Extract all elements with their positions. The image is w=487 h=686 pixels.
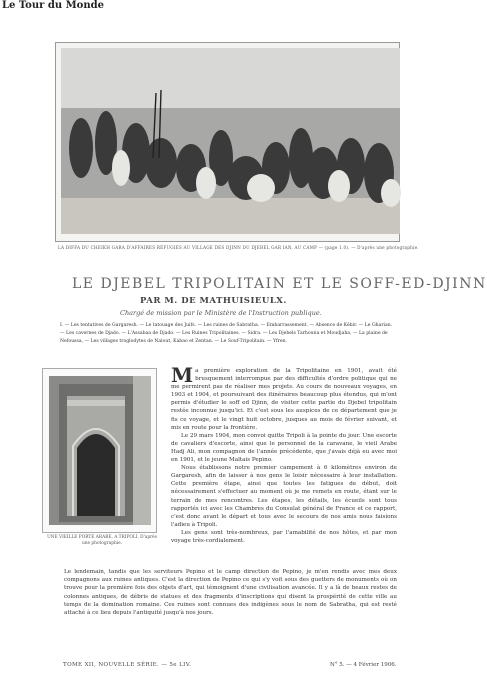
chapter-summary: I. — Les tentatives de Gargaresh. — Le tatouage des Juifs. — Les ruines de Sabratha. — Embarrassement. — Absence de Kébir. — Le Gharian. — Les cavernes de Djado. — L'Assabaa de Djado. — Les Ruines Tripolitaines. — Sidra. — Les Djebels Tarhouna et Moudjaha, — La plaine de Nefoussa, — Les villages troglodytes de Nalout, Kabao et Zentan. — Le Souf-Tripolitain. — Yfren. bbox=[60, 323, 393, 344]
photo-caption: LA DIFFA DU CHEIKH GARA D'AFFAIRES RÉFUGIÉS AU VILLAGE DES DJINN DU DJEBEL GAR IAN, AU CAMP — (page 1.0). — D'après une photographie. bbox=[58, 245, 419, 250]
paragraph-3: Nous établissons notre premier campement à 6 kilomètres environ de Gargaresh, afin de laisser à nos gens le loisir nécessaire à leur installation. Cette première étape, ainsi que toutes les fatigues de début, doit nécessairement s'effectuer au moment où je me remets en route, étant sur le terrain de mes rencontres. Les étapes, les détails, les écueils sont tous rapportés ici avec les Chambres du Consulat général de France et ce rapport, c'est donc avant le départ et tous avec le secours de nos amis nous faisions l'adieu à Tripoli. bbox=[171, 465, 397, 528]
paragraph-4: Les gens sont très-nombreux, par l'amabilité de nos hôtes, et par mon voyage très-cordialement. bbox=[171, 529, 397, 544]
group-photo-illustration bbox=[61, 48, 400, 234]
paragraph-1 bbox=[171, 363, 397, 432]
paragraph-2: Le 29 mars 1904, mon convoi quitte Tripoli à la pointe du jour. Une escorte de cavaliers d'escorte, ainsi que le personnel de la caravane, le vieil Arabe Hadj Ali, mon compagnon de l'année précédente, que j'avais déjà eu avec moi en 1901, et le jeune Maltais Pepino. bbox=[171, 432, 397, 464]
arab-door-illustration bbox=[49, 376, 151, 525]
byline: PAR M. DE MATHUISIEULX. bbox=[140, 296, 287, 306]
arab-door-figure bbox=[49, 376, 151, 525]
body-wide-paragraph: Le lendemain, tandis que les serviteurs Pepino et le camp direction de Pepino, je m'en rendis avec mes deux compagnons aux ruines antiques. C'est la direction de Pepino ce qui s'y voit sous des guetters de monuments où on trouve pour la première fois des objets d'art, qui témoignent d'une civilisation avancée. Il y a là de beaux restes de colonnes antiques, de débris de statues et des fragments d'inscriptions qui disent la prospérité de cette ville au temps de la domination romaine. Ces ruines sont connues des indigènes sous le nom de Sabratha, qui est resté attaché à ce lieu depuis l'antiquité jusqu'à nos jours. bbox=[64, 569, 397, 617]
footer-volume: TOME XII, NOUVELLE SÉRIE. — 5e LIV. bbox=[63, 662, 192, 668]
footer-issue: N° 5. — 4 Février 1906. bbox=[330, 662, 397, 668]
masthead: Le Tour du Monde bbox=[2, 0, 104, 11]
group-photo bbox=[61, 48, 400, 234]
mission-line: Chargé de mission par le Ministère de l'Instruction publique. bbox=[120, 309, 322, 317]
drop-cap: M bbox=[171, 363, 194, 387]
figure-caption: UNE VIEILLE PORTE ARABE, A TRIPOLI. D'après une photographie. bbox=[47, 535, 157, 546]
paragraph-1-text: a première exploration de la Tripolitaine en 1901, avait été brusquement interrompue par des difficultés d'ordre politique qui ne me permirent pas de réaliser mes projets. Au cours de nouveaux voyages, en 1903 et 1904, et poursuivant des itinéraires beaucoup plus étendus, qui m'ont permis d'étudier le soff ed Djinn, de visiter cette partie du Djebel tripolitain restée inconnue jusqu'ici. Et c'est sous les auspices de ce département que je fis ce voyage, et le vingt huit octobre, jusques au mois de février suivant, et mis en route pour la frontière. bbox=[171, 368, 397, 431]
article-title: LE DJEBEL TRIPOLITAIN ET LE SOFF-ED-DJINN bbox=[72, 276, 487, 292]
body-column bbox=[171, 363, 397, 545]
